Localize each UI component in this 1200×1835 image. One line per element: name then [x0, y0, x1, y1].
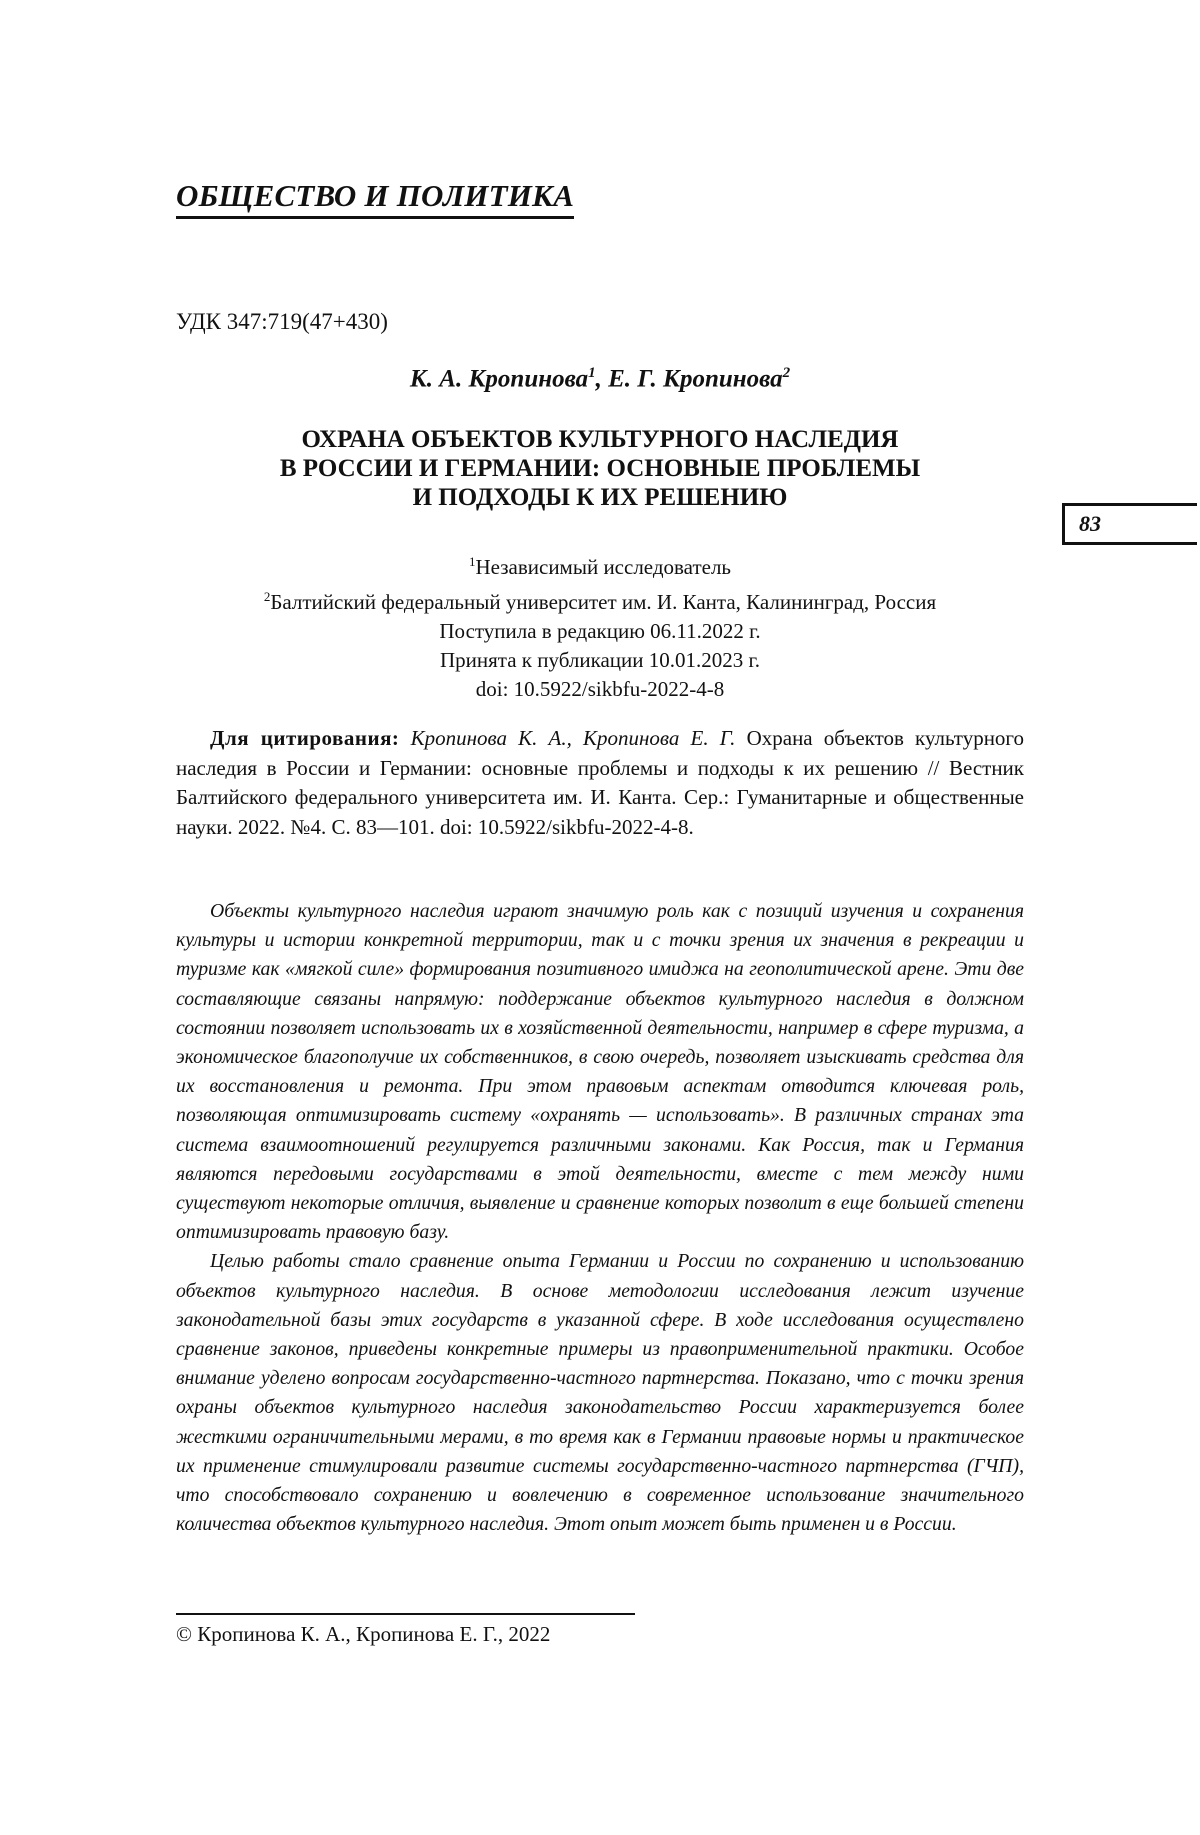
author-separator: , [595, 365, 609, 393]
authors-line [176, 365, 1024, 393]
article-title-line: И ПОДХОДЫ К ИХ РЕШЕНИЮ [412, 484, 788, 511]
author-1-affiliation-mark: 1 [588, 365, 596, 381]
citation-text: Охрана объектов культурного наследия в России и Германии: основные проблемы и подходы к их решению // Вестник Балтийского федерального университета им. И. Канта. Сер.: Гуманитарные и общественные науки. 2022. №4. С. 83—101. doi: 10.5922/sikbfu-2022-4-8. [176, 726, 1025, 839]
affiliation-2 [176, 582, 1024, 617]
affiliation-2-mark: 2 [263, 589, 271, 604]
author-2-name: Е. Г. Кропинова [608, 365, 783, 393]
copyright-notice: © Кропинова К. А., Кропинова Е. Г., 2022 [176, 1622, 551, 1646]
accepted-date: Принята к публикации 10.01.2023 г. [439, 648, 760, 672]
article-title-line: ОХРАНА ОБЪЕКТОВ КУЛЬТУРНОГО НАСЛЕДИЯ [301, 426, 899, 453]
page-number-badge [1062, 503, 1197, 545]
abstract-paragraph: Целью работы стало сравнение опыта Германии и России по сохранению и использованию объектов культурного наследия. В основе методологии исследования лежит изучение законодательной базы этих государств в указанной сфере. В ходе исследования осуществлено сравнение законов, приведены конкретные примеры из правоприменительной практики. Особое внимание уделено вопросам государственно-частного партнерства. Показано, что с точки зрения охраны объектов культурного наследия законодательство России характеризуется более жесткими ограничительными мерами, в то время как в Германии правовые нормы и практическое их применение стимулировали развитие системы государственно-частного партнерства (ГЧП), что способствовало сохранению и вовлечению в современное использование значительного количества объектов культурного наследия. Этот опыт может быть применен и в России. [176, 1250, 1024, 1536]
article-title [176, 425, 1024, 512]
author-2-affiliation-mark: 2 [782, 365, 791, 381]
citation-authors: Кропинова К. А., Кропинова Е. Г. [410, 726, 736, 750]
author-1-name: К. А. Кропинова [409, 365, 589, 393]
udk-code: УДК 347:719(47+430) [176, 309, 388, 334]
page-number: 83 [1079, 511, 1101, 536]
abstract [176, 897, 1024, 1539]
section-title: ОБЩЕСТВО И ПОЛИТИКА [176, 178, 574, 219]
affiliation-2-text: Балтийский федеральный университет им. И. Канта, Калининград, Россия [270, 590, 937, 614]
affiliation-1 [176, 547, 1024, 582]
citation-label: Для цитирования: [210, 726, 400, 750]
received-date: Поступила в редакцию 06.11.2022 г. [439, 619, 761, 643]
affiliations-block [176, 547, 1024, 704]
article-title-line: В РОССИИ И ГЕРМАНИИ: ОСНОВНЫЕ ПРОБЛЕМЫ [279, 455, 921, 482]
abstract-paragraph: Объекты культурного наследия играют значимую роль как с позиций изучения и сохранения культуры и истории конкретной территории, так и с точки зрения их значения в рекреации и туризме как «мягкой силе» формирования позитивного имиджа на геополитической арене. Эти две составляющие связаны напрямую: поддержание объектов культурного наследия в должном состоянии позволяет использовать их в хозяйственной деятельности, например в сфере туризма, а экономическое благополучие их собственников, в свою очередь, позволяет изыскивать средства для их восстановления и ремонта. При этом правовым аспектам отводится ключевая роль, позволяющая оптимизировать систему «охранять — использовать». В различных странах эта система взаимоотношений регулируется различными законами. Как Россия, так и Германия являются передовыми государствами в этой деятельности, вместе с тем между ними существуют некоторые отличия, выявление и сравнение которых позволит в еще большей степени оптимизировать правовую базу. [176, 900, 1024, 1244]
affiliation-1-text: Независимый исследователь [475, 555, 732, 579]
footnote-divider [176, 1613, 635, 1615]
affiliation-1-mark: 1 [468, 554, 476, 569]
citation-block [176, 724, 1024, 842]
doi: doi: 10.5922/sikbfu-2022-4-8 [475, 677, 725, 701]
